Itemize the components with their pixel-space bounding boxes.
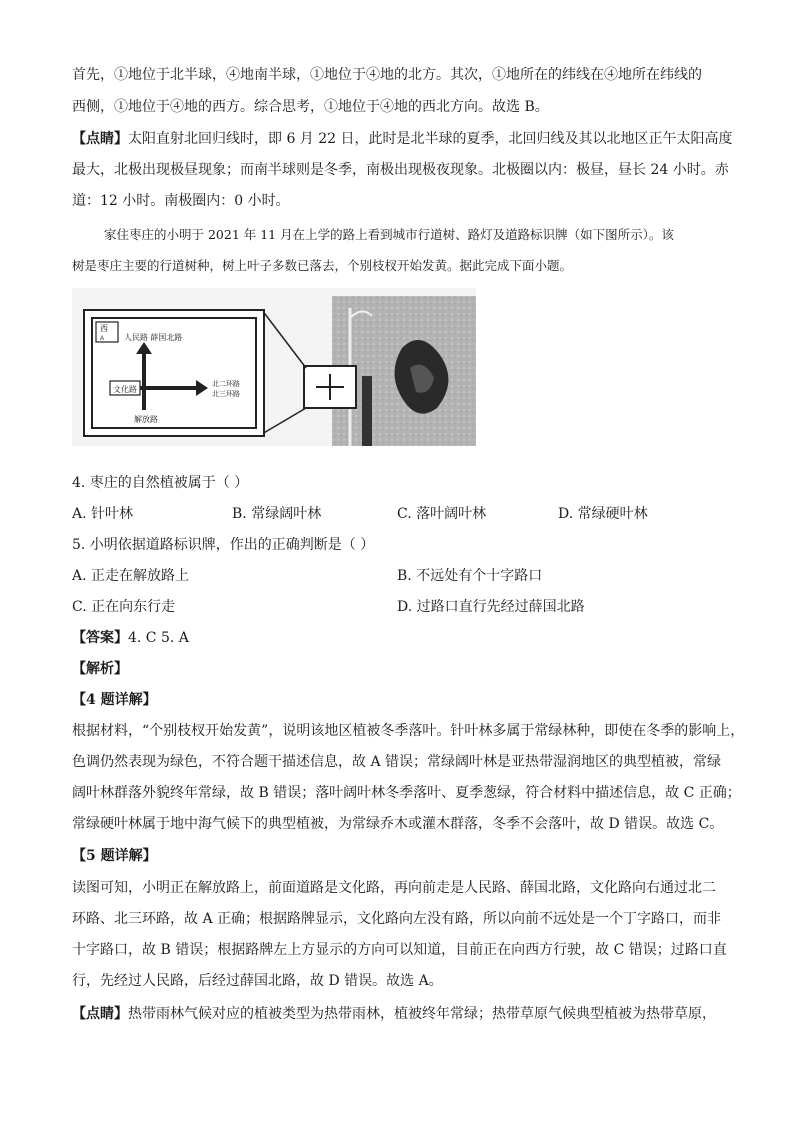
option-a: A. 针叶林	[72, 506, 134, 522]
sign-corner-sub: A	[100, 336, 105, 342]
text-line: 热带雨林气候对应的植被类型为热带雨林，植被终年常绿；热带草原气候典型植被为热带草原，	[128, 1006, 716, 1022]
option-d: D. 常绿硬叶林	[558, 506, 648, 522]
sign-road-top: 人民路 薛国北路	[124, 333, 183, 342]
dianjing-paragraph	[72, 128, 733, 150]
material-line: 树是枣庄主要的行道树种，树上叶子多数已落去，个别枝杈开始发黄。据此完成下面小题。	[72, 258, 573, 273]
text-line: 色调仍然表现为绿色，不符合题干描述信息，故 A 错误；常绿阔叶林是亚热带湿润地区的典型植被，常绿	[72, 754, 722, 770]
text-line: 太阳直射北回归线时，即 6 月 22 日，此时是北半球的夏季，北回归线及其以北地区正午太阳高度	[128, 131, 733, 147]
text-line: 行，先经过人民路，后经过薛国北路，故 D 错误。故选 A。	[72, 973, 443, 989]
text-line: 环路、北三环路，故 A 正确；根据路牌显示，文化路向左没有路，所以向前不远处是一个丁字路口，而非	[72, 911, 722, 927]
answer-tag: 【答案】	[72, 630, 128, 646]
q5-detail-heading: 【5 题详解】	[72, 848, 157, 864]
text-line: 根据材料，“个别枝杈开始发黄”，说明该地区植被冬季落叶。针叶林多属于常绿林种，即使在冬季的影响上，	[72, 723, 745, 739]
answer-line	[72, 627, 724, 649]
text-line: 西侧，①地位于④地的西方。综合思考，①地位于④地的西北方向。故选 B。	[72, 99, 549, 115]
question-stem: 4. 枣庄的自然植被属于（ ）	[72, 475, 249, 491]
enlarged-sign	[84, 310, 264, 436]
text-line: 首先，①地位于北半球，④地南半球，①地位于④地的北方。其次，①地所在的纬线在④地所在纬线的	[72, 67, 702, 83]
sign-pole	[362, 376, 372, 446]
sign-road-mid: 文化路	[113, 385, 137, 394]
dianjing-tag: 【点睛】	[72, 131, 128, 147]
question-stem: 5. 小明依据道路标识牌，作出的正确判断是（ ）	[72, 537, 375, 553]
dianjing-tag: 【点睛】	[72, 1006, 128, 1022]
jiexi-heading: 【解析】	[72, 661, 128, 677]
text-line: 道：12 小时。南极圈内：0 小时。	[72, 193, 290, 209]
material-line: 家住枣庄的小明于 2021 年 11 月在上学的路上看到城市行道树、路灯及道路标识牌（如下图所示）。该	[104, 227, 674, 242]
option-c: C. 正在向东行走	[72, 599, 176, 615]
sign-corner-label: 西	[100, 324, 108, 333]
road-sign-photo	[72, 288, 476, 446]
sign-road-right1: 北二环路	[212, 381, 240, 388]
option-b: B. 不远处有个十字路口	[397, 568, 543, 584]
text-line: 常绿硬叶林属于地中海气候下的典型植被，为常绿乔木或灌木群落，冬季不会落叶，故 D 错误。故选 C。	[72, 816, 724, 832]
text-line: 读图可知，小明正在解放路上，前面道路是文化路，再向前走是人民路、薛国北路，文化路向右通过北二	[72, 880, 716, 896]
dianjing-paragraph	[72, 1003, 724, 1025]
option-d: D. 过路口直行先经过薛国北路	[397, 599, 585, 615]
option-b: B. 常绿阔叶林	[232, 506, 322, 522]
text-line: 阔叶林群落外貌终年常绿，故 B 错误；落叶阔叶林冬季落叶、夏季葱绿，符合材料中描述信息，故 C 正确；	[72, 785, 741, 801]
text-line: 最大，北极出现极昼现象；而南半球则是冬季，南极出现极夜现象。北极圈以内：极昼，昼长 24 小时。赤	[72, 162, 729, 178]
text-line: 十字路口，故 B 错误；根据路牌左上方显示的方向可以知道，目前正在向西方行驶，故 C 错误；过路口直	[72, 942, 727, 958]
option-c: C. 落叶阔叶林	[397, 506, 487, 522]
q4-detail-heading: 【4 题详解】	[72, 692, 157, 708]
sign-road-bottom: 解放路	[134, 415, 158, 424]
road-sign-figure	[72, 288, 476, 446]
sign-road-right2: 北三环路	[212, 391, 240, 398]
option-a: A. 正走在解放路上	[72, 568, 190, 584]
answer-text: 4. C 5. A	[128, 630, 189, 646]
